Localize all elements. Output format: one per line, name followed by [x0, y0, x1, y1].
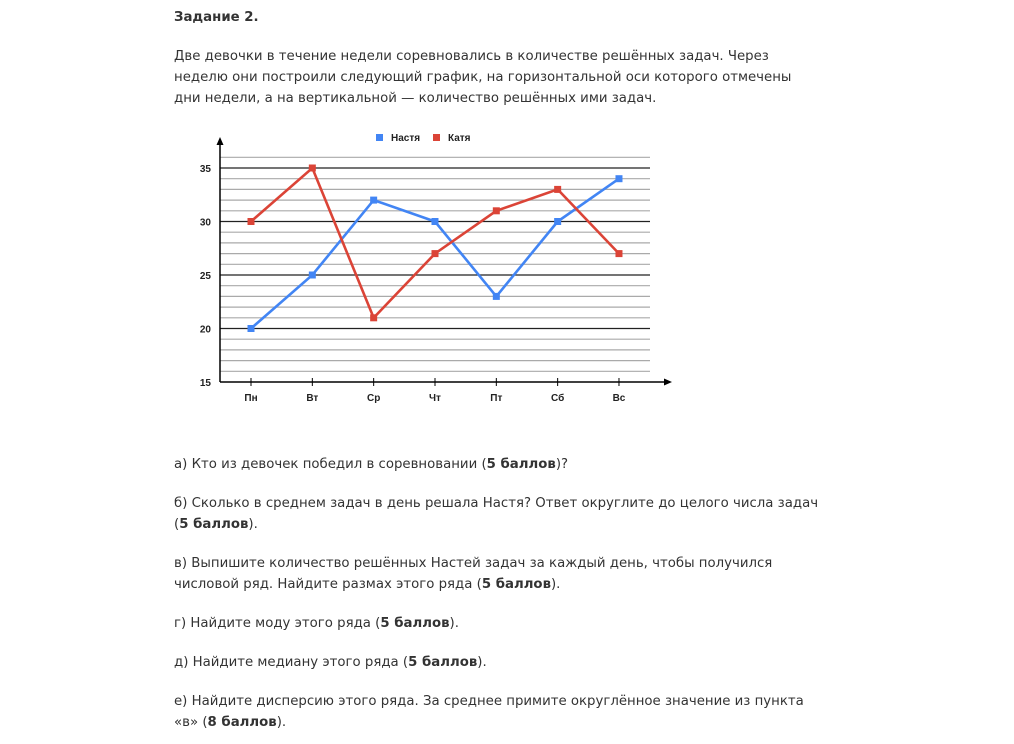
question-text: б) Сколько в среднем задач в день решала Настя? Ответ округлите до целого числа задач (: [174, 496, 819, 532]
data-point: [370, 197, 377, 204]
question-points: 5 баллов: [179, 517, 249, 532]
question-points: 5 баллов: [408, 655, 478, 670]
question-item: [174, 652, 824, 673]
y-tick-label: 20: [199, 324, 211, 336]
legend-label: Катя: [448, 133, 471, 144]
question-points: 5 баллов: [380, 616, 450, 631]
y-tick-label: 25: [199, 271, 211, 282]
data-point: [431, 250, 438, 257]
data-point: [248, 218, 255, 225]
question-end: ).: [477, 655, 487, 670]
data-point: [554, 186, 561, 193]
data-point: [309, 272, 316, 279]
y-tick-label: 30: [199, 217, 211, 229]
question-text: а) Кто из девочек победил в соревновании (: [174, 457, 487, 472]
question-end: ).: [248, 517, 258, 532]
x-tick-label: Пт: [490, 393, 503, 404]
question-text: г) Найдите моду этого ряда (: [174, 616, 381, 631]
task-intro: Две девочки в течение недели соревновались в количестве решённых задач. Через неделю они построили следующий график, на горизонтальной оси которого отмечены дни недели, а на вертикальной — количество решённых ими задач.: [174, 49, 792, 106]
question-item: [174, 613, 824, 634]
task-title: Задание 2.: [174, 10, 259, 25]
question-text: е) Найдите дисперсию этого ряда. За среднее примите округлённое значение из пункта «в» (: [174, 694, 804, 730]
x-tick-label: Чт: [429, 393, 441, 404]
legend-swatch: [376, 134, 383, 141]
data-point: [554, 218, 561, 225]
legend-swatch: [433, 134, 440, 141]
question-end: ).: [449, 616, 459, 631]
x-tick-label: Ср: [366, 393, 381, 404]
x-axis-arrow: [664, 379, 672, 386]
question-item: [174, 553, 824, 595]
y-axis-arrow: [217, 137, 224, 145]
data-point: [493, 207, 500, 214]
question-points: 5 баллов: [486, 457, 556, 472]
data-point: [370, 314, 377, 321]
data-point: [615, 250, 622, 257]
question-points: 5 баллов: [481, 577, 551, 592]
x-tick-label: Сб: [551, 393, 565, 404]
question-points: 8 баллов: [207, 715, 277, 730]
legend-label: Настя: [391, 133, 421, 144]
y-tick-label: 35: [199, 164, 211, 175]
x-tick-label: Пн: [244, 393, 258, 404]
data-point: [615, 175, 622, 182]
x-tick-label: Вт: [306, 393, 319, 404]
question-end: ).: [276, 715, 287, 730]
data-point: [431, 218, 438, 225]
question-item: [174, 454, 824, 475]
question-item: [174, 691, 824, 733]
question-end: )?: [555, 457, 569, 472]
question-item: [174, 493, 824, 535]
data-point: [248, 325, 255, 332]
data-point: [309, 165, 316, 172]
question-text: д) Найдите медиану этого ряда (: [174, 655, 409, 670]
question-end: ).: [550, 577, 561, 592]
data-point: [493, 293, 500, 300]
y-tick-label: 15: [199, 378, 211, 389]
question-text: в) Выпишите количество решённых Настей задач за каждый день, чтобы получился числовой ряд. Найдите размах этого ряда (: [174, 556, 773, 592]
x-tick-label: Вс: [612, 393, 626, 404]
